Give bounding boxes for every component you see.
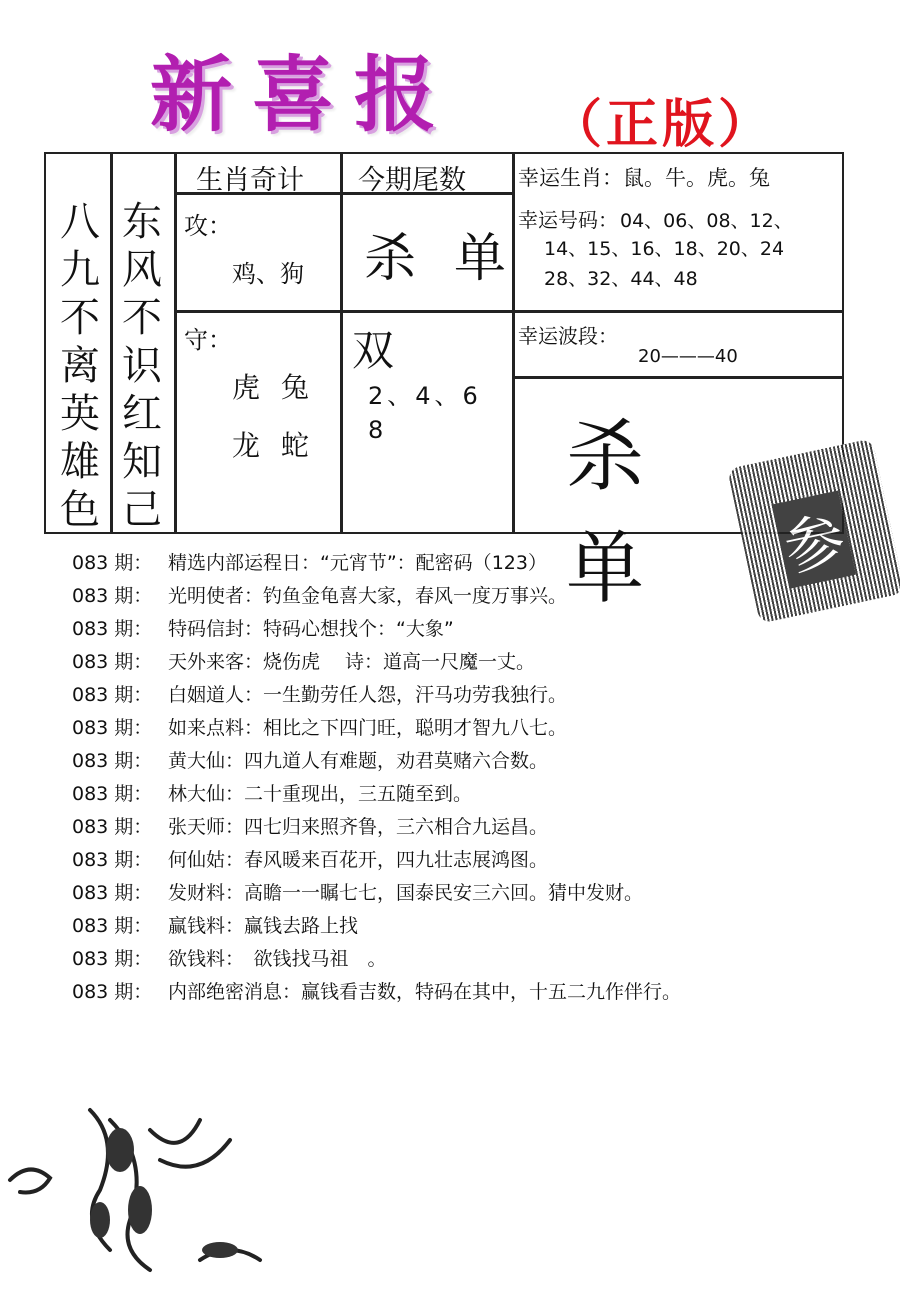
tail-header: 今期尾数 — [358, 165, 466, 196]
lucky-zodiac: 幸运生肖：鼠。牛。虎。兔 — [518, 166, 770, 190]
forecast-entry — [72, 647, 852, 680]
edition-label: （正版） — [550, 95, 775, 155]
kill-big: 杀单 — [566, 412, 715, 614]
lucky-numbers-line3: 28、32、44、48 — [544, 268, 698, 290]
lucky-band-label: 幸运波段： — [518, 324, 618, 348]
side-slogan-1: 八九不离英雄色 — [60, 199, 100, 533]
page-title: 新喜报 — [150, 47, 457, 143]
forecast-entry — [72, 812, 852, 845]
forecast-entry — [72, 713, 852, 746]
lucky-numbers-line1: 04、06、08、12、 — [620, 210, 793, 232]
forecast-entry — [72, 911, 852, 944]
stamp-text: 参 — [772, 491, 856, 589]
period-label: 083 期： — [72, 585, 153, 607]
lucky-numbers-line2: 14、15、16、18、20、24 — [544, 238, 785, 260]
period-label: 083 期： — [72, 849, 153, 871]
forecast-entry — [72, 680, 852, 713]
tail-kill: 杀单 — [364, 229, 545, 289]
period-label: 083 期： — [72, 915, 153, 937]
entry-text: 天外来客：烧伤虎 诗：道高一尺魔一丈。 — [168, 651, 536, 673]
forecast-entry — [72, 878, 852, 911]
tail-double: 双 — [352, 326, 395, 375]
entry-text: 精选内部运程日：“元宵节”：配密码（123） — [168, 552, 547, 574]
forecast-list — [72, 548, 852, 1010]
period-label: 083 期： — [72, 750, 153, 772]
period-label: 083 期： — [72, 717, 153, 739]
period-label: 083 期： — [72, 948, 153, 970]
forecast-entry — [72, 944, 852, 977]
entry-text: 林大仙：二十重现出，三五随至到。 — [168, 783, 473, 805]
attack-value: 鸡、狗 — [232, 260, 304, 288]
side-slogan-2: 东风不识红知己 — [122, 199, 162, 533]
defend-value-1: 虎 兔 — [232, 371, 315, 404]
lucky-numbers-label: 幸运号码： — [518, 208, 618, 232]
tail-numbers-1: 2、4、6 — [368, 382, 482, 410]
entry-text: 张天师：四七归来照齐鲁，三六相合九运昌。 — [168, 816, 549, 838]
period-label: 083 期： — [72, 651, 153, 673]
lucky-band-value: 20———40 — [638, 346, 738, 367]
forecast-entry — [72, 614, 852, 647]
period-label: 083 期： — [72, 618, 153, 640]
forecast-entry — [72, 746, 852, 779]
entry-text: 光明使者：钓鱼金龟喜大家，春风一度万事兴。 — [168, 585, 568, 607]
forecast-entry — [72, 581, 852, 614]
attack-label: 攻： — [184, 212, 232, 240]
entry-text: 如来点料：相比之下四门旺，聪明才智九八七。 — [168, 717, 568, 739]
period-label: 083 期： — [72, 816, 153, 838]
entry-text: 赢钱料：赢钱去路上找 — [168, 915, 359, 937]
forecast-entry — [72, 548, 852, 581]
period-label: 083 期： — [72, 684, 153, 706]
tail-numbers-2: 8 — [368, 416, 384, 444]
defend-label: 守： — [184, 326, 232, 354]
forecast-entry — [72, 779, 852, 812]
entry-text: 欲钱料： 欲钱找马祖 。 — [168, 948, 387, 970]
period-label: 083 期： — [72, 552, 153, 574]
entry-text: 特码信封：特码心想找个：“大象” — [168, 618, 454, 640]
zodiac-header: 生肖奇计 — [196, 165, 304, 196]
period-label: 083 期： — [72, 783, 153, 805]
forecast-entry — [72, 977, 852, 1010]
entry-text: 内部绝密消息：赢钱看吉数，特码在其中，十五二九作伴行。 — [168, 981, 682, 1003]
forecast-entry — [72, 845, 852, 878]
period-label: 083 期： — [72, 882, 153, 904]
orchid-decoration-icon — [0, 1100, 300, 1290]
entry-text: 白姻道人：一生勤劳任人怨，汗马功劳我独行。 — [168, 684, 568, 706]
entry-text: 何仙姑：春风暖来百花开，四九壮志展鸿图。 — [168, 849, 549, 871]
entry-text: 发财料：高瞻一一瞩七七，国泰民安三六回。猜中发财。 — [168, 882, 644, 904]
entry-text: 黄大仙：四九道人有难题，劝君莫赌六合数。 — [168, 750, 549, 772]
period-label: 083 期： — [72, 981, 153, 1003]
defend-value-2: 龙 蛇 — [232, 429, 315, 462]
